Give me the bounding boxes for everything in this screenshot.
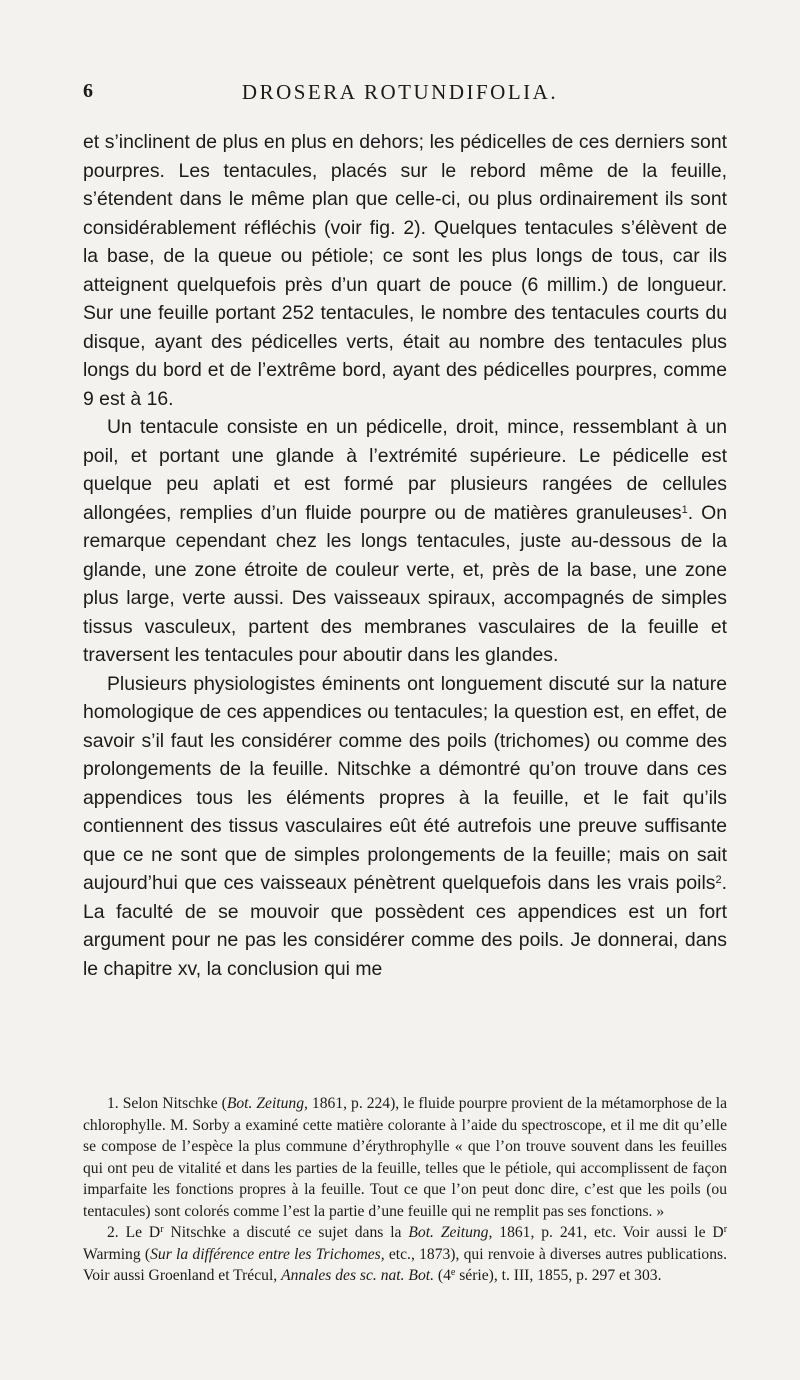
page-header: [0, 80, 800, 110]
running-title: DROSERA ROTUNDIFOLIA.: [241, 80, 559, 104]
footnote-1-text-b: 1861, p. 224), le fluide pourpre provient de la métamorphose de la chlorophylle. M. Sorby a examiné cette matière colorante à l’aide du spectroscope, et il me dit qu’elle se compose de l’espèce la plus commune d’érythrophylle « que l’on trouve souvent dans les feuilles qui ont peu de vitalité et dans les parties de la feuille, telles que le pétiole, qui accomplissent de façon imparfaite les fonctions propres à la feuille. Tout ce que l’on peut donc dire, c’est que les poils (ou tentacules) sont colorés comme l’est la partie d’une feuille qui ne remplit pas ses fonctions. »: [83, 1095, 727, 1220]
footnote-ref-2: 2: [715, 874, 722, 886]
footnote-2-text-b: Nitschke a discuté ce sujet dans la: [163, 1224, 409, 1241]
paragraph-2: [83, 413, 727, 670]
footnote-2-dr-sup-1: r: [160, 1224, 164, 1235]
paragraph-1: et s’inclinent de plus en plus en dehors; les pédicelles de ces derniers sont pourpres. Les tentacules, placés sur le rebord même de la feuille, s’étendent dans le même plan que celle-ci, ou plus ordinairement ils sont considérablement réfléchis (voir fig. 2). Quelques tentacules s’élèvent de la base, de la queue ou pétiole; ce sont les plus longs de tous, car ils atteignent quelquefois près d’un quart de pouce (6 millim.) de longueur. Sur une feuille portant 252 tentacules, le nombre des tentacules courts du disque, ayant des pédicelles verts, était au nombre des tentacules plus longs du bord et de l’extrême bord, ayant des pédicelles pourpres, comme 9 est à 16.: [83, 131, 727, 410]
main-text: [83, 128, 727, 983]
footnote-1-citation: Bot. Zeitung,: [226, 1095, 308, 1112]
footnote-1: [83, 1093, 727, 1222]
paragraph-2-text-a: Un tentacule consiste en un pédicelle, droit, mince, ressemblant à un poil, et portant une glande à l’extrémité supérieure. Le pédicelle est quelque peu aplati et est formé par plusieurs rangées de cellules allongées, remplies d’un fluide pourpre ou de matières granuleuses: [83, 416, 727, 524]
footnote-2-text-e: etc., 1873), qui renvoie à diverses autres publications. Voir aussi Groenland et Trécul,: [83, 1245, 727, 1284]
footnote-2-citation-3: Annales des sc. nat. Bot.: [281, 1267, 434, 1284]
footnote-1-text-a: 1. Selon Nitschke (: [107, 1095, 227, 1112]
footnote-2-text-f: (4: [433, 1267, 451, 1284]
footnote-2-series-sup: e: [450, 1267, 456, 1278]
footnote-2-citation-2: Sur la différence entre les Trichomes,: [150, 1245, 385, 1263]
footnote-2-citation-1: Bot. Zeitung,: [408, 1224, 493, 1241]
footnote-2-text-c: 1861, p. 241, etc. Voir aussi le D: [492, 1224, 724, 1241]
footnote-2-text-a: 2. Le D: [107, 1224, 161, 1241]
footnote-2: [83, 1222, 727, 1287]
paragraph-3-text-b: . La faculté de se mouvoir que possèdent ces appendices est un fort argument pour ne pas les considérer comme des poils. Je donnerai, dans le chapitre xv, la conclusion qui me: [83, 872, 727, 980]
paragraph-3-text-a: Plusieurs physiologistes éminents ont longuement discuté sur la nature homologique de ces appendices ou tentacules; la question est, en effet, de savoir s’il faut les considérer comme des poils (trichomes) ou comme des prolongements de la feuille. Nitschke a démontré qu’on trouve dans ces appendices tous les éléments propres à la feuille, et le fait qu’ils contiennent des tissus vasculaires eût été autrefois une preuve suffisante que ce ne sont que de simples prolongements de la feuille; mais on sait aujourd’hui que ces vaisseaux pénètrent quelquefois dans les vrais poils: [83, 672, 727, 894]
footnote-2-text-g: série), t. III, 1855, p. 297 et 303.: [455, 1267, 662, 1284]
footnote-2-text-d: Warming (: [83, 1245, 151, 1263]
paragraph-2-text-b: . On remarque cependant chez les longs tentacules, juste au-dessous de la glande, une zone étroite de couleur verte, et, près de la base, une zone plus large, verte aussi. Des vaisseaux spiraux, accompagnés de simples tissus vasculeux, partent des membranes vasculaires de la feuille et traversent les tentacules pour aboutir dans les glandes.: [83, 501, 727, 666]
footnote-ref-1: 1: [681, 503, 688, 516]
paragraph-3: [83, 670, 727, 984]
page-number: 6: [83, 80, 93, 102]
footnote-2-dr-sup-2: r: [723, 1224, 728, 1235]
footnotes: [83, 1093, 727, 1287]
